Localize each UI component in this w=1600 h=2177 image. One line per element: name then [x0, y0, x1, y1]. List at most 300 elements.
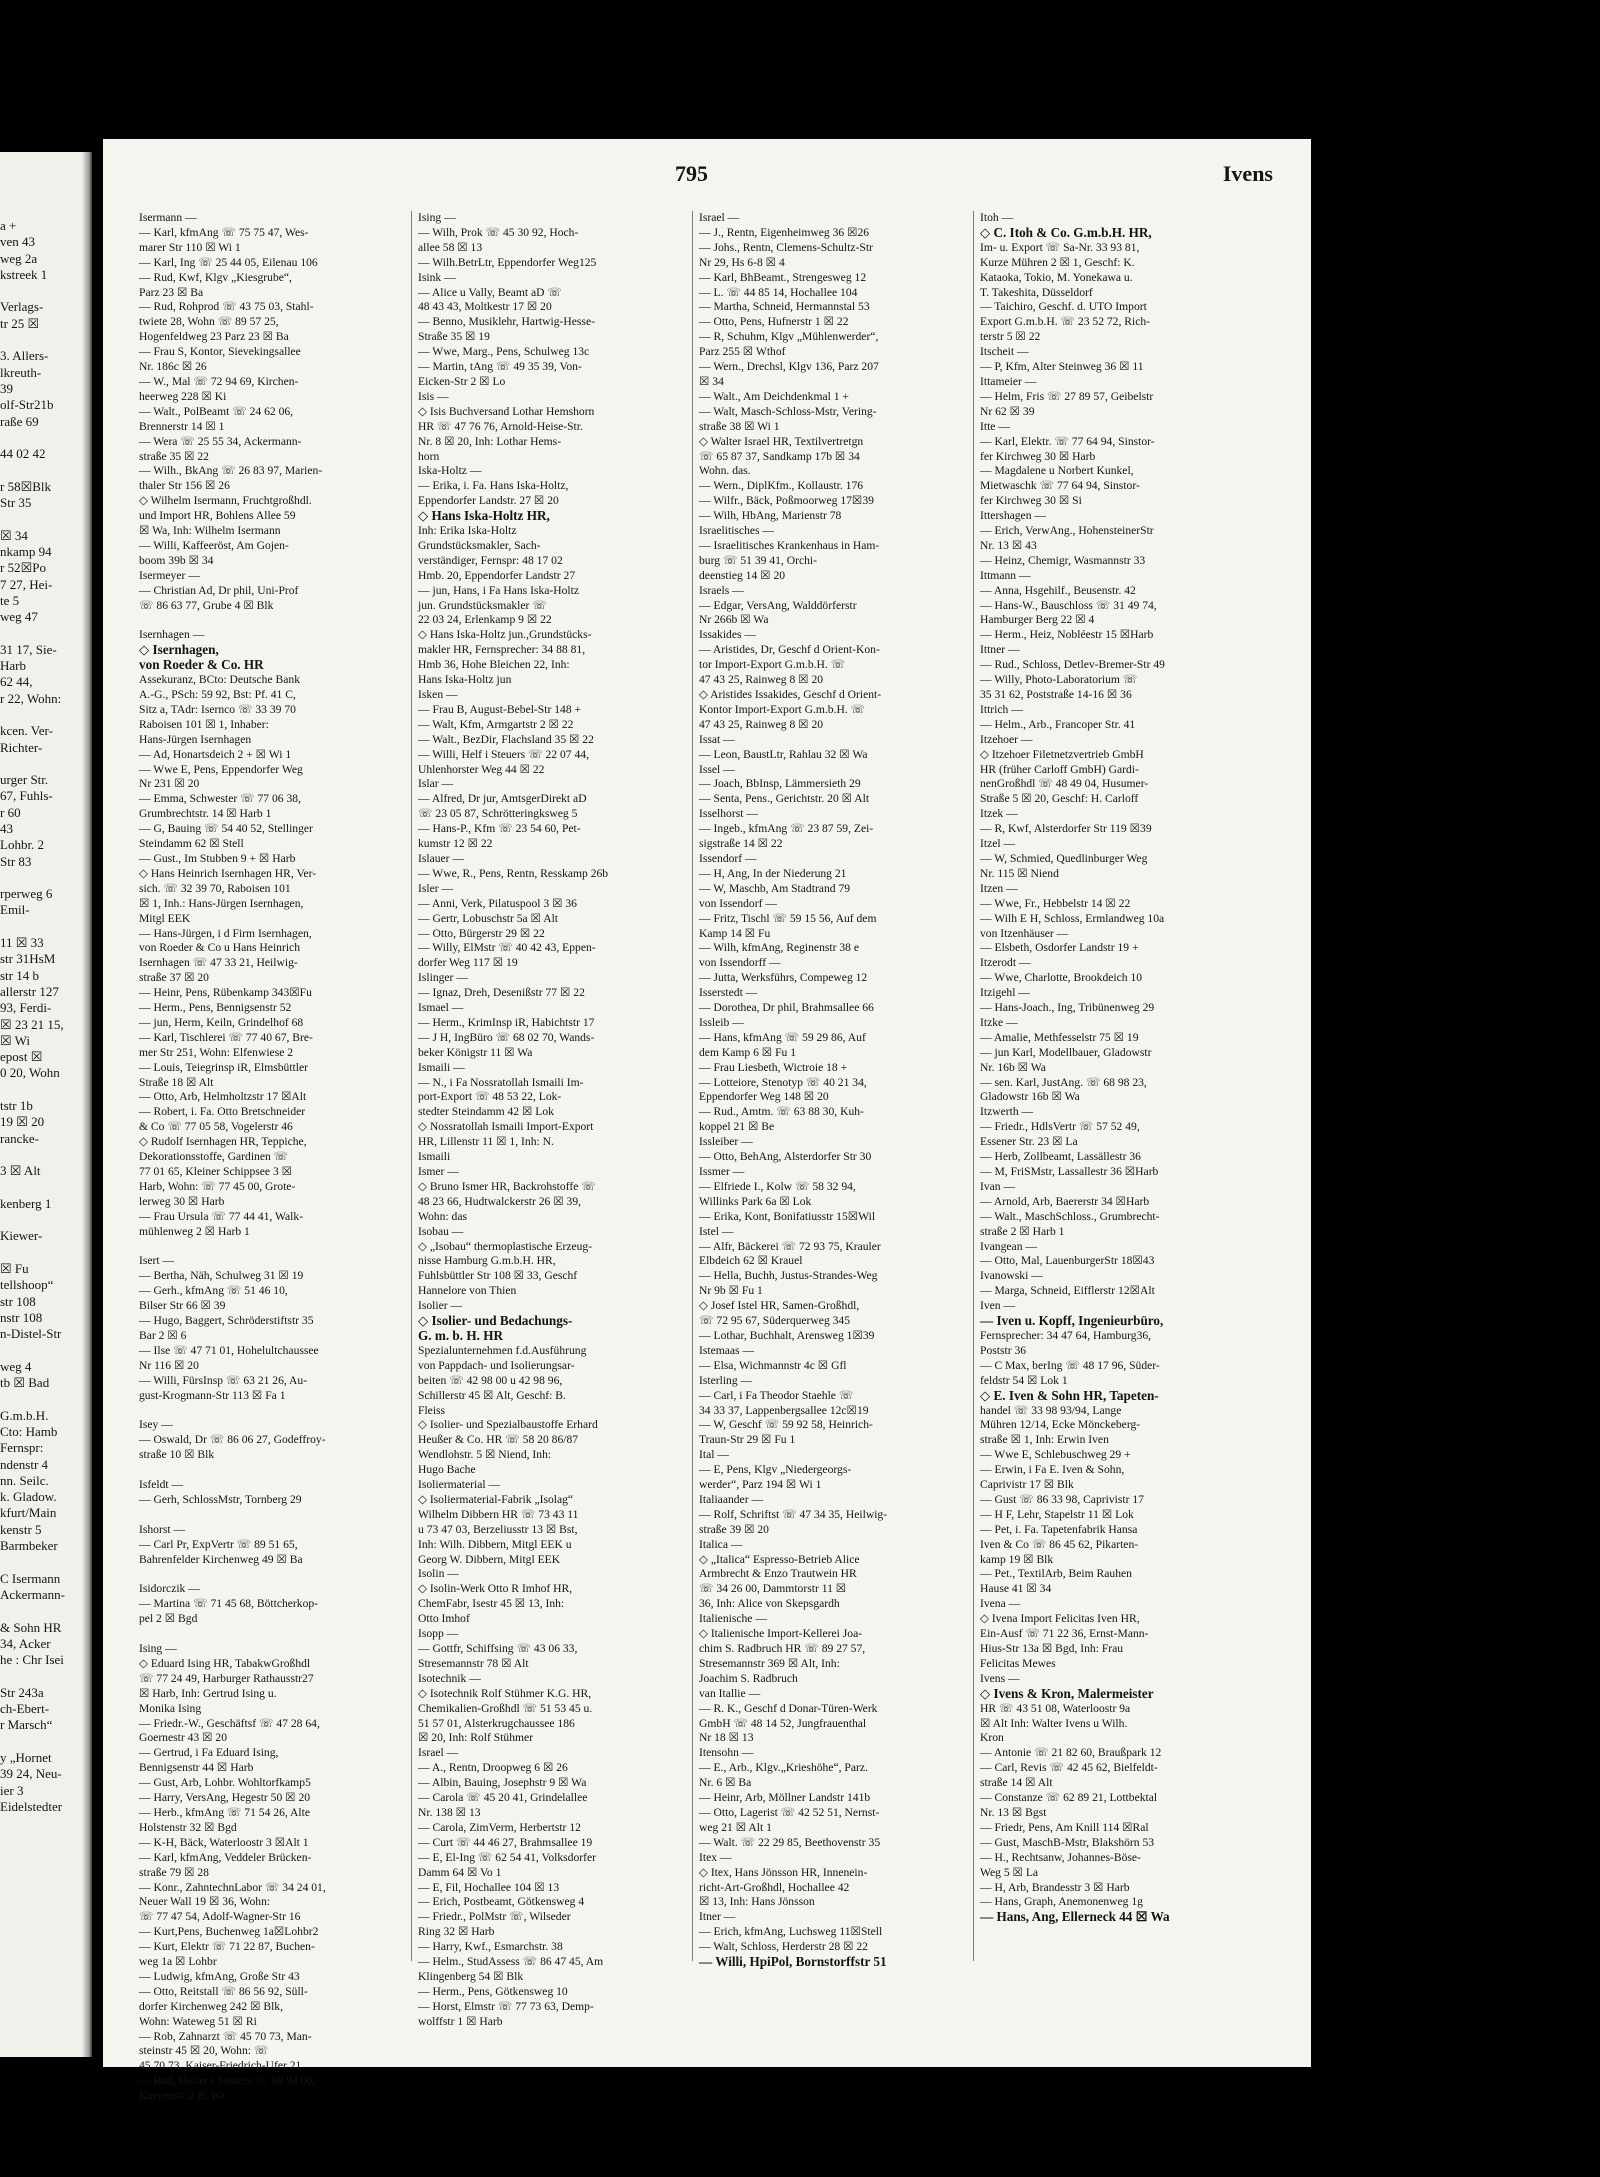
directory-line: Israel —: [699, 211, 740, 224]
previous-page-line: raße 69: [0, 413, 39, 429]
directory-line: Itscheit —: [980, 345, 1029, 359]
directory-line: Raboisen 101 ☒ 1, Inhaber:: [139, 717, 269, 731]
directory-line: — Pet, i. Fa. Tapetenfabrik Hansa: [980, 1522, 1138, 1536]
directory-line: — Walt., Am Deichdenkmal 1 +: [699, 389, 849, 403]
directory-line: von Issendorf —: [699, 896, 777, 910]
directory-line: Heußer & Co. HR ☏ 58 20 86/87: [418, 1433, 579, 1447]
previous-page-line: Verlags-: [0, 299, 44, 315]
previous-page-line: urger Str.: [0, 772, 49, 788]
directory-line: Kurze Mühren 2 ☒ 1, Geschf: K.: [980, 255, 1135, 269]
directory-line: [139, 1463, 417, 1478]
directory-line: handel ☏ 33 98 93/94, Lange: [980, 1403, 1122, 1417]
previous-page-line: Richter-: [0, 739, 43, 755]
directory-line: — Hans, kfmAng ☏ 59 29 86, Auf: [699, 1030, 866, 1044]
previous-page-line: ier 3: [0, 1782, 24, 1798]
directory-line: Spezialunternehmen f.d.Ausführung: [418, 1343, 587, 1357]
directory-line: — Walt., PolBeamt ☏ 24 62 06,: [139, 404, 294, 418]
directory-line: Holstenstr 32 ☒ Bgd: [139, 1820, 237, 1834]
page-number: 795: [675, 161, 708, 186]
previous-page-line: tr 25 ☒: [0, 315, 40, 331]
directory-line: ◇ Isis Buchversand Lothar Hemshorn: [418, 404, 595, 418]
previous-page-line: Str 35: [0, 495, 32, 511]
directory-line: Hans-Jürgen Isernhagen: [139, 732, 252, 746]
directory-line: Chemikalien-Großhdl ☏ 51 53 45 u.: [418, 1701, 593, 1715]
directory-line: Brennerstr 14 ☒ 1: [139, 419, 225, 433]
directory-line: — Constanze ☏ 62 89 21, Lottbektal: [980, 1791, 1158, 1805]
directory-line: Gladowstr 16b ☒ Wa: [980, 1090, 1080, 1104]
directory-line: 22 03 24, Erlenkamp 9 ☒ 22: [418, 613, 552, 627]
directory-line: — H F, Lehr, Stapelstr 11 ☒ Lok: [980, 1507, 1134, 1521]
directory-line: Hogenfeldweg 23 Parz 23 ☒ Ba: [139, 330, 289, 344]
directory-line: koppel 21 ☒ Be: [699, 1120, 775, 1134]
directory-line: ☒ 20, Inh: Rolf Stühmer: [418, 1731, 534, 1745]
directory-line: — Christian Ad, Dr phil, Uni-Prof: [139, 583, 299, 597]
directory-line: — Erika, i. Fa. Hans Iska-Holtz,: [418, 479, 569, 493]
directory-line: Ising —: [139, 1642, 177, 1655]
directory-line: sigstraße 14 ☒ 22: [699, 837, 783, 851]
previous-page-line: Harb: [0, 658, 26, 674]
directory-line: Isken —: [418, 688, 458, 701]
directory-page: [103, 139, 1311, 2103]
previous-page-line: r 60: [0, 804, 21, 820]
directory-line: straße 79 ☒ 28: [139, 1865, 209, 1879]
previous-page-edge: [0, 152, 92, 2057]
directory-line: Nr 116 ☒ 20: [139, 1358, 199, 1372]
directory-line: — Gust, Arb, Lohbr. Wohltorfkamp5: [139, 1776, 311, 1790]
previous-page-line: r Marsch“: [0, 1717, 53, 1733]
directory-line: 51 57 01, Alsterkrugchaussee 186: [418, 1716, 575, 1730]
previous-page-line: 0 20, Wohn: [0, 1065, 60, 1081]
directory-line: — Ludwig, kfmAng, Große Str 43: [139, 1969, 300, 1983]
directory-line: Islar —: [418, 777, 454, 791]
directory-line: jun. Grundstücksmakler ☏: [418, 598, 547, 612]
previous-page-line: 3. Allers-: [0, 348, 49, 364]
directory-line: — Israelitisches Krankenhaus in Ham-: [699, 538, 880, 552]
directory-line: von Itzenhäuser —: [980, 926, 1069, 940]
previous-page-line: kenstr 5: [0, 1521, 42, 1537]
directory-line: beiten ☏ 42 98 00 u 42 98 96,: [418, 1373, 563, 1387]
previous-page-line: 62 44,: [0, 674, 33, 690]
previous-page-line: 3 ☒ Alt: [0, 1163, 41, 1179]
directory-line: Elbdeich 62 ☒ Krauel: [699, 1254, 803, 1268]
directory-line: — Willi, HpiPol, Bornstorffstr 51: [699, 1954, 887, 1970]
directory-line: — A., Rentn, Droopweg 6 ☒ 26: [418, 1761, 568, 1775]
previous-page-line: ☒ Wi: [0, 1032, 31, 1048]
directory-line: 48 23 66, Hudtwalckerstr 26 ☒ 39,: [418, 1194, 582, 1208]
directory-line: — Helm, Fris ☏ 27 89 57, Geibelstr: [980, 389, 1154, 403]
directory-line: richt-Art-Großhdl, Hochallee 42: [699, 1880, 850, 1894]
directory-line: Islinger —: [418, 971, 468, 985]
previous-page-line: [0, 283, 90, 299]
directory-line: — Harry, Kwf., Esmarchstr. 38: [418, 1940, 563, 1954]
directory-line: Iven & Co ☏ 86 45 62, Pikarten-: [980, 1537, 1139, 1551]
directory-line: — Walt., BezDir, Flachsland 35 ☒ 22: [418, 732, 594, 746]
directory-line: — Rud, Helfer i Steuers ☏ 69 94 00,: [139, 2074, 316, 2088]
directory-line: Issleiber —: [699, 1135, 753, 1149]
directory-line: — Ad, Honartsdeich 2 + ☒ Wi 1: [139, 747, 292, 761]
previous-page-line: kenberg 1: [0, 1195, 52, 1211]
directory-line: Ismael —: [418, 1001, 464, 1015]
directory-line: Isermann —: [139, 211, 197, 224]
directory-line: Hans Iska-Holtz jun: [418, 673, 512, 687]
directory-line: Grundstücksmakler, Sach-: [418, 538, 541, 552]
previous-page-line: [0, 870, 90, 886]
directory-line: von Roeder & Co u Hans Heinrich: [139, 941, 300, 955]
directory-line: — Dorothea, Dr phil, Brahmsallee 66: [699, 1001, 874, 1015]
directory-line: Caprivistr 17 ☒ Blk: [980, 1478, 1074, 1492]
directory-line: — Iven u. Kopff, Ingenieurbüro,: [980, 1313, 1164, 1329]
directory-line: straße 14 ☒ Alt: [980, 1776, 1053, 1790]
directory-line: — Herm., Pens, Götkensweg 10: [418, 1984, 568, 1998]
directory-line: — Harry, VersAng, Hegestr 50 ☒ 20: [139, 1791, 311, 1805]
directory-line: u 73 47 03, Berzeliusstr 13 ☒ Bst,: [418, 1522, 578, 1536]
directory-line: allee 58 ☒ 13: [418, 240, 483, 254]
previous-page-line: C Isermann: [0, 1570, 61, 1586]
directory-line: — Konr., ZahntechnLabor ☏ 34 24 01,: [139, 1880, 326, 1894]
previous-page-line: ndenstr 4: [0, 1456, 49, 1472]
directory-line: ◇ E. Iven & Sohn HR, Tapeten-: [980, 1387, 1159, 1403]
directory-line: ◇ Ivens & Kron, Malermeister: [980, 1685, 1154, 1701]
previous-page-line: y „Hornet: [0, 1749, 52, 1765]
directory-line: Isolier —: [418, 1299, 463, 1313]
directory-line: — jun, Hans, i Fa Hans Iska-Holtz: [418, 583, 579, 597]
directory-line: — M, FriSMstr, Lassallestr 36 ☒Harb: [980, 1165, 1159, 1178]
directory-line: — Edgar, VersAng, Walddörferstr: [699, 598, 857, 612]
directory-line: ☏ 77 24 49, Harburger Rathausstr27: [139, 1671, 314, 1685]
directory-line: HR ☏ 43 51 08, Waterloostr 9a: [980, 1701, 1131, 1715]
directory-line: Kurvenstr 2 ☒ Wa: [139, 2089, 226, 2103]
directory-line: 48 43 43, Moltkestr 17 ☒ 20: [418, 300, 552, 314]
directory-line: von Pappdach- und Isolierungsar-: [418, 1358, 575, 1372]
directory-line: — Otto, Pens, Hufnerstr 1 ☒ 22: [699, 315, 849, 329]
directory-line: Essener Str. 23 ☒ La: [980, 1135, 1078, 1149]
directory-line: — Carl, i Fa Theodor Staehle ☏: [699, 1388, 854, 1402]
directory-line: — H, Ang, In der Niederung 21: [699, 866, 847, 880]
previous-page-line: Lohbr. 2: [0, 837, 45, 853]
previous-page-line: ☒ 23 21 15,: [0, 1016, 64, 1032]
directory-line: Itzke —: [980, 1015, 1018, 1029]
previous-page-line: allerstr 127: [0, 983, 59, 999]
directory-line: Otto Imhof: [418, 1612, 470, 1626]
directory-line: ☏ 23 05 87, Schrötteringksweg 5: [418, 807, 578, 821]
directory-line: — W, Geschf ☏ 59 92 58, Heinrich-: [699, 1418, 873, 1432]
directory-line: — Gertrud, i Fa Eduard Ising,: [139, 1746, 279, 1760]
directory-line: — Rud., Schloss, Detlev-Bremer-Str 49: [980, 658, 1165, 672]
directory-line: — Rob, Zahnarzt ☏ 45 70 73, Man-: [139, 2029, 312, 2043]
directory-line: — W., Mal ☏ 72 94 69, Kirchen-: [139, 374, 299, 388]
directory-line: Issendorf —: [699, 851, 757, 865]
directory-line: Itzerodt —: [980, 956, 1031, 970]
previous-page-line: 11 ☒ 33: [0, 935, 44, 951]
directory-line: — Rolf, Schriftst ☏ 47 34 35, Heilwig-: [699, 1507, 888, 1521]
directory-line: — P, Kfm, Alter Steinweg 36 ☒ 11: [980, 360, 1144, 374]
directory-line: Poststr 36: [980, 1343, 1027, 1357]
directory-line: Hmb 36, Hohe Bleichen 22, Inh:: [418, 658, 570, 672]
previous-page-line: kstreek 1: [0, 266, 48, 282]
previous-page-line: rancke-: [0, 1130, 39, 1146]
directory-line: Israel —: [418, 1746, 459, 1760]
directory-line: lerweg 30 ☒ Harb: [139, 1194, 225, 1208]
directory-line: — Hans-Jürgen, i d Firm Isernhagen,: [139, 926, 312, 940]
directory-line: — Heinr, Pens, Rübenkamp 343☒Fu: [139, 986, 312, 1000]
directory-line: — Herm., KrimInsp iR, Habichtstr 17: [418, 1015, 595, 1029]
previous-page-line: [0, 1180, 90, 1196]
directory-line: ◇ Aristides Issakides, Geschf d Orient-: [699, 688, 882, 701]
directory-line: Ising —: [418, 211, 456, 224]
directory-line: 47 43 25, Rainweg 8 ☒ 20: [699, 673, 824, 687]
directory-line: [139, 1508, 417, 1523]
directory-line: — Taichiro, Geschf. d. UTO Import: [980, 300, 1147, 314]
directory-line: steinstr 45 ☒ 20, Wohn: ☏: [139, 2044, 269, 2058]
directory-line: Bennigsenstr 44 ☒ Harb: [139, 1761, 254, 1775]
directory-line: Kontor Import-Export G.m.b.H. ☏: [699, 702, 866, 716]
directory-line: — Erika, Kont, Bonifatiusstr 15☒Wil: [699, 1209, 876, 1223]
directory-line: Wendlohstr. 5 ☒ Niend, Inh:: [418, 1448, 552, 1462]
directory-line: Ivangean —: [980, 1239, 1037, 1253]
directory-line: und Import HR, Bohlens Allee 59: [139, 509, 296, 523]
directory-line: ☏ 77 47 54, Adolf-Wagner-Str 16: [139, 1910, 301, 1924]
directory-line: — Curt ☏ 44 46 27, Brahmsallee 19: [418, 1835, 593, 1849]
directory-line: — Gerh., kfmAng ☏ 51 46 10,: [139, 1284, 288, 1298]
directory-line: — Karl, BhBeamt., Strengesweg 12: [699, 270, 867, 284]
directory-line: ◇ Nossratollah Ismaili Import-Export: [418, 1120, 594, 1134]
directory-line: Schillerstr 45 ☒ Alt, Geschf: B.: [418, 1388, 566, 1402]
directory-line: Isselhorst —: [699, 807, 758, 821]
directory-line: Ittner —: [980, 643, 1020, 657]
directory-line: Isler —: [418, 881, 454, 895]
previous-page-line: str 14 b: [0, 967, 39, 983]
directory-line: straße 37 ☒ 20: [139, 971, 209, 985]
directory-line: — Oswald, Dr ☏ 86 06 27, Godeffroy-: [139, 1433, 326, 1447]
directory-line: — E, Pens, Klgv „Niedergeorgs-: [699, 1463, 852, 1477]
directory-line: fer Kirchweg 30 ☒ Si: [980, 494, 1082, 508]
directory-line: ◇ Josef Istel HR, Samen-Großhdl,: [699, 1299, 860, 1313]
previous-page-line: n-Distel-Str: [0, 1326, 62, 1342]
previous-page-line: nn. Seilc.: [0, 1472, 49, 1488]
running-head-keyword: Ivens: [1222, 161, 1273, 186]
directory-line: — Otto, Lagerist ☏ 42 52 51, Nernst-: [699, 1805, 880, 1819]
previous-page-line: weg 47: [0, 609, 38, 625]
directory-line: Inh: Wilh. Dibbern, Mitgl EEK u: [418, 1537, 572, 1551]
directory-line: Fleiss: [418, 1403, 446, 1417]
directory-line: werder“, Parz 194 ☒ Wi 1: [699, 1478, 822, 1492]
directory-line: — jun, Herm, Keiln, Grindelhof 68: [139, 1015, 304, 1029]
directory-line: — Herm., Heiz, Nobléestr 15 ☒Harb: [980, 628, 1154, 642]
directory-line: Ismaili —: [418, 1060, 465, 1074]
directory-line: — Karl, kfmAng, Veddeler Brücken-: [139, 1850, 312, 1864]
directory-line: Bahrenfelder Kirchenweg 49 ☒ Ba: [139, 1552, 303, 1566]
directory-line: Traun-Str 29 ☒ Fu 1: [699, 1433, 796, 1447]
directory-line: mer Str 251, Wohn: Elfenwiese 2: [139, 1045, 294, 1059]
directory-line: Goernestr 43 ☒ 20: [139, 1731, 227, 1745]
previous-page-line: he : Chr Isei: [0, 1652, 64, 1668]
previous-page-line: [0, 1554, 90, 1570]
directory-line: Isert —: [139, 1254, 175, 1268]
directory-line: Hannelore von Thien: [418, 1284, 517, 1298]
previous-page-line: olf-Str21b: [0, 397, 54, 413]
directory-line: — Hans-Joach., Ing, Tribünenweg 29: [980, 1001, 1155, 1015]
previous-page-line: [0, 332, 90, 348]
directory-line: — Carola, ZimVerm, Herbertstr 12: [418, 1820, 581, 1834]
directory-line: — Walt, Kfm, Armgartstr 2 ☒ 22: [418, 717, 574, 731]
directory-line: Itzigehl —: [980, 986, 1030, 1000]
directory-line: von Issendorff —: [699, 956, 781, 970]
directory-line: — Heinr, Arb, Möllner Landstr 141b: [699, 1791, 871, 1805]
previous-page-line: r 52☒Po: [0, 560, 46, 576]
directory-line: Ismer —: [418, 1165, 459, 1178]
directory-line: ◇ Itzehoer Filetnetzvertrieb GmbH: [980, 747, 1144, 761]
directory-line: — Walt, Masch-Schloss-Mstr, Vering-: [699, 404, 877, 418]
directory-line: Hause 41 ☒ 34: [980, 1582, 1052, 1596]
directory-line: — J., Rentn, Eigenheimweg 36 ☒26: [699, 225, 870, 239]
directory-line: Itzen —: [980, 881, 1018, 895]
directory-line: Istemaas —: [699, 1343, 755, 1357]
directory-line: 34 33 37, Lappenbergsallee 12c☒19: [699, 1403, 869, 1417]
directory-line: — Karl, Tischlerei ☏ 77 40 67, Bre-: [139, 1030, 313, 1044]
directory-line: makler HR, Fernsprecher: 34 88 81,: [418, 643, 586, 657]
directory-line: Isidorczik —: [139, 1582, 200, 1596]
directory-line: Parz 255 ☒ Wthof: [699, 345, 786, 359]
directory-line: Joachim S. Radbruch: [699, 1671, 798, 1685]
directory-line: — Robert, i. Fa. Otto Bretschneider: [139, 1105, 306, 1119]
previous-page-line: [0, 1212, 90, 1228]
directory-line: ☒ Alt Inh: Walter Ivens u Wilh.: [980, 1716, 1128, 1730]
directory-line: — Willi, Kaffeeröst, Am Gojen-: [139, 538, 289, 552]
column-divider: [973, 211, 974, 1961]
previous-page-line: [0, 1082, 90, 1098]
directory-line: — Hella, Buchh, Justus-Strandes-Weg: [699, 1269, 878, 1283]
directory-line: Ittameier —: [980, 374, 1037, 388]
directory-line: — Kurt, Elektr ☏ 71 22 87, Buchen-: [139, 1940, 315, 1954]
directory-line: stedter Steindamm 42 ☒ Lok: [418, 1105, 554, 1119]
previous-page-line: 39: [0, 380, 13, 396]
directory-line: port-Export ☏ 48 53 22, Lok-: [418, 1090, 562, 1104]
directory-line: Mietwaschk ☏ 77 64 94, Sinstor-: [980, 479, 1140, 493]
directory-line: — Arnold, Arb, Baererstr 34 ☒Harb: [980, 1194, 1150, 1208]
directory-line: Straße 18 ☒ Alt: [139, 1075, 214, 1089]
previous-page-line: [0, 1603, 90, 1619]
directory-line: — Ilse ☏ 47 71 01, Hohelultchaussee: [139, 1343, 319, 1357]
directory-line: — Alfred, Dr jur, AmtsgerDirekt aD: [418, 792, 587, 806]
directory-line: weg 1a ☒ Lohbr: [139, 1955, 217, 1969]
previous-page-line: tb ☒ Bad: [0, 1375, 50, 1391]
directory-line: — Herb., kfmAng ☏ 71 54 26, Alte: [139, 1805, 310, 1819]
directory-line: nisse Hamburg G.m.b.H. HR,: [418, 1254, 556, 1268]
directory-line: [139, 1404, 417, 1419]
directory-line: — Elfriede I., Kolw ☏ 58 32 94,: [699, 1179, 856, 1193]
directory-line: — Lotteiore, Stenotyp ☏ 40 21 34,: [699, 1075, 867, 1089]
directory-line: straße 38 ☒ Wi 1: [699, 419, 780, 433]
directory-line: ◇ Itex, Hans Jönsson HR, Innenein-: [699, 1865, 868, 1879]
previous-page-line: epost ☒: [0, 1049, 43, 1065]
column-divider: [411, 211, 412, 1961]
directory-line: — Otto, BehAng, Alsterdorfer Str 30: [699, 1150, 872, 1164]
directory-line: Neuer Wall 19 ☒ 36, Wohn:: [139, 1895, 271, 1909]
directory-line: — Horst, Elmstr ☏ 77 73 63, Demp-: [418, 1999, 594, 2013]
directory-line: 36, Inh: Alice von Skepsgardh: [699, 1597, 840, 1611]
directory-line: — Wwe, Fr., Hebbelstr 14 ☒ 22: [980, 896, 1131, 910]
previous-page-line: Kiewer-: [0, 1228, 43, 1244]
directory-line: Issakides —: [699, 628, 756, 642]
directory-line: — Erich, VerwAng., HohensteinerStr: [980, 524, 1154, 538]
directory-line: gust-Krogmann-Str 113 ☒ Fa 1: [139, 1388, 286, 1402]
previous-page-line: te 5: [0, 592, 20, 608]
directory-line: — sen. Karl, JustAng. ☏ 68 98 23,: [980, 1075, 1147, 1089]
directory-line: weg 21 ☒ Alt 1: [699, 1820, 772, 1834]
directory-line: — Helm., StudAssess ☏ 86 47 45, Am: [418, 1955, 604, 1969]
directory-line: — Rud, Kwf, Klgv „Kiesgrube“,: [139, 270, 292, 284]
directory-line: feldstr 54 ☒ Lok 1: [980, 1373, 1068, 1387]
previous-page-line: str 31HsM: [0, 951, 56, 967]
directory-line: Istel —: [699, 1224, 734, 1238]
directory-line: Nr. 16b ☒ Wa: [980, 1060, 1046, 1074]
previous-page-line: [0, 707, 90, 723]
directory-line: Issat —: [699, 732, 735, 746]
directory-line: — Jutta, Werksführs, Compeweg 12: [699, 971, 868, 985]
directory-line: [139, 1240, 417, 1255]
directory-line: — Heinz, Chemigr, Wasmannstr 33: [980, 553, 1146, 567]
directory-line: Nr 266b ☒ Wa: [699, 613, 769, 627]
directory-line: Nr. 186c ☒ 26: [139, 360, 207, 374]
directory-line: Ittershagen —: [980, 509, 1046, 523]
directory-line: Straße 5 ☒ 20, Geschf: H. Carloff: [980, 792, 1139, 806]
directory-line: — Herm., Pens, Bennigsenstr 52: [139, 1001, 292, 1015]
previous-page-line: Barmbeker: [0, 1538, 58, 1554]
directory-line: — Otto, Mal, LauenburgerStr 18☒43: [980, 1254, 1155, 1268]
directory-line: Itzehoer —: [980, 732, 1033, 746]
directory-line: — Martin, tAng ☏ 49 35 39, Von-: [418, 360, 582, 374]
directory-line: straße ☒ 1, Inh: Erwin Iven: [980, 1433, 1109, 1447]
directory-line: ◇ Ivena Import Felicitas Iven HR,: [980, 1612, 1140, 1626]
directory-line: Stresemannstr 78 ☒ Alt: [418, 1656, 529, 1670]
directory-line: — Hans, Ang, Ellerneck 44 ☒ Wa: [980, 1909, 1170, 1925]
directory-line: von Roeder & Co. HR: [139, 657, 264, 673]
directory-line: — Erwin, i Fa E. Iven & Sohn,: [980, 1463, 1125, 1477]
directory-line: Nr. 8 ☒ 20, Inh: Lothar Hems-: [418, 434, 562, 448]
previous-page-line: Str 243a: [0, 1684, 44, 1700]
directory-line: — Antonie ☏ 21 82 60, Braußpark 12: [980, 1746, 1162, 1760]
directory-line: nenGroßhdl ☏ 48 49 04, Husumer-: [980, 777, 1149, 791]
directory-line: — Elsa, Wichmannstr 4c ☒ Gfl: [699, 1358, 847, 1372]
directory-line: — J H, IngBüro ☏ 68 02 70, Wands-: [418, 1030, 595, 1044]
directory-line: Isolin —: [418, 1567, 459, 1581]
directory-line: Isfeldt —: [139, 1478, 184, 1492]
directory-line: 35 31 62, Poststraße 14-16 ☒ 36: [980, 688, 1132, 701]
directory-line: ◇ Hans Heinrich Isernhagen HR, Ver-: [139, 866, 317, 880]
previous-page-line: kfurt/Main: [0, 1505, 57, 1521]
directory-line: Eicken-Str 2 ☒ Lo: [418, 374, 506, 388]
directory-line: Damm 64 ☒ Vo 1: [418, 1865, 502, 1879]
previous-page-line: 39 24, Neu-: [0, 1766, 62, 1782]
directory-line: kumstr 12 ☒ 22: [418, 837, 493, 851]
directory-line: Ein-Ausf ☏ 71 22 36, Ernst-Mann-: [980, 1627, 1149, 1641]
directory-line: ☏ 86 63 77, Grube 4 ☒ Blk: [139, 598, 274, 612]
directory-line: — Otto, Arb, Helmholtzstr 17 ☒Alt: [139, 1090, 307, 1104]
directory-line: Isserstedt —: [699, 986, 758, 1000]
previous-page-line: weg 2a: [0, 250, 38, 266]
directory-line: — W, Schmied, Quedlinburger Weg: [980, 851, 1148, 865]
directory-line: — Erich, kfmAng, Luchsweg 11☒Stell: [699, 1925, 883, 1939]
directory-line: — K-H, Bäck, Waterloostr 3 ☒Alt 1: [139, 1835, 309, 1849]
directory-line: — Hans-W., Bauschloss ☏ 31 49 74,: [980, 598, 1157, 612]
directory-line: — Wwe, R., Pens, Rentn, Resskamp 26b: [418, 866, 609, 880]
directory-line: — Joach, BbInsp, Lämmersieth 29: [699, 777, 861, 791]
directory-line: — Gust., Im Stubben 9 + ☒ Harb: [139, 851, 296, 865]
directory-line: kamp 19 ☒ Blk: [980, 1552, 1054, 1566]
directory-line: ◇ Rudolf Isernhagen HR, Teppiche,: [139, 1135, 307, 1149]
directory-line: Wohn: das: [418, 1209, 467, 1223]
previous-page-line: 19 ☒ 20: [0, 1114, 45, 1130]
